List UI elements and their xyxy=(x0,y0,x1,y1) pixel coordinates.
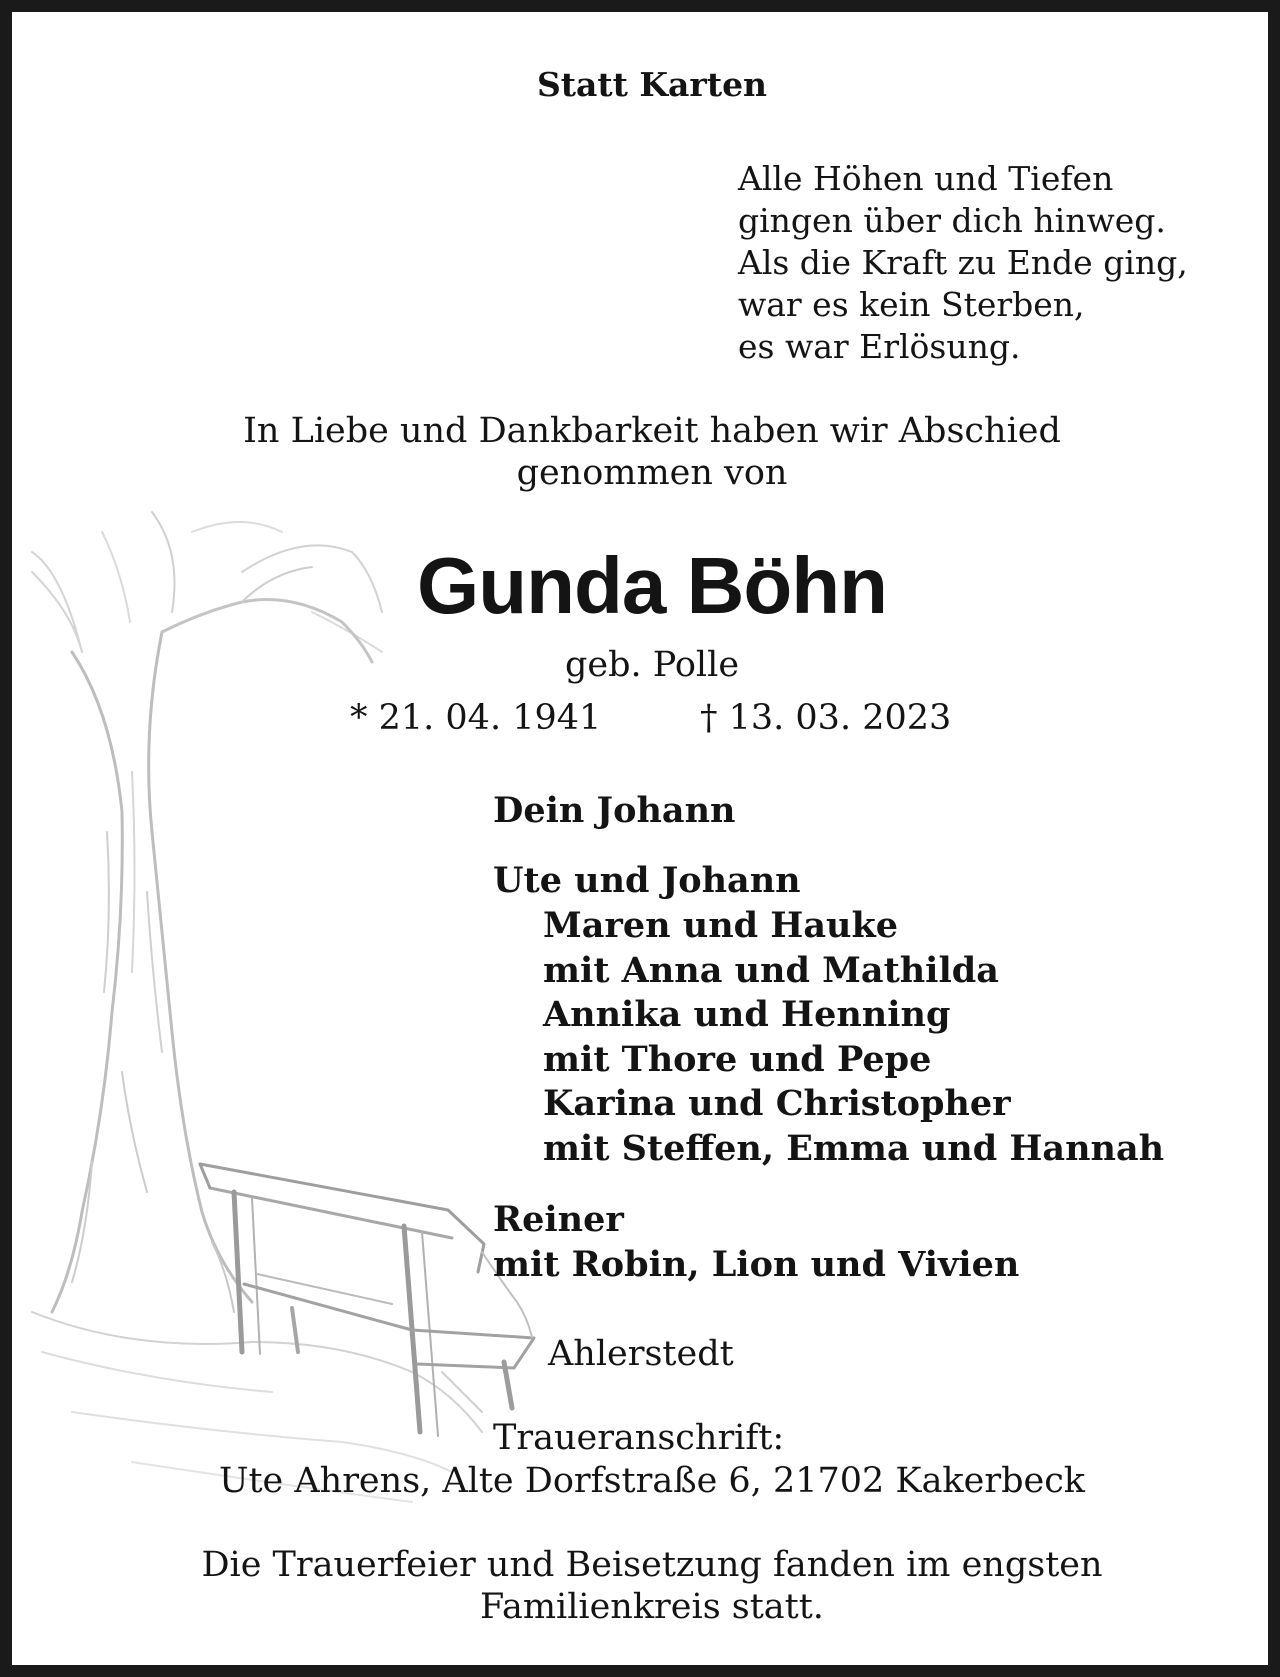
family-member: Dein Johann xyxy=(493,790,736,831)
deceased-name: Gunda Böhn xyxy=(417,541,887,630)
family-member: mit Thore und Pepe xyxy=(543,1039,932,1080)
intro-line: genommen von xyxy=(516,453,788,493)
place-name: Ahlerstedt xyxy=(548,1334,734,1374)
header-text: Statt Karten xyxy=(536,65,768,104)
closing-line: Familienkreis statt. xyxy=(480,1587,824,1627)
address-text: Ute Ahrens, Alte Dorfstraße 6, 21702 Kakerbeck xyxy=(218,1461,1086,1501)
closing-line: Die Trauerfeier und Beisetzung fanden im engsten xyxy=(201,1545,1103,1585)
family-member: mit Steffen, Emma und Hannah xyxy=(543,1128,1165,1169)
poem-line: Als die Kraft zu Ende ging, xyxy=(738,243,1188,282)
birth-name: geb. Polle xyxy=(564,645,740,685)
family-member: mit Robin, Lion und Vivien xyxy=(493,1244,1020,1285)
poem-line: Alle Höhen und Tiefen xyxy=(738,159,1114,198)
poem-line: es war Erlösung. xyxy=(738,327,1021,366)
birth-date: * 21. 04. 1941 xyxy=(350,698,602,738)
intro-line: In Liebe und Dankbarkeit haben wir Abschied xyxy=(243,411,1061,451)
family-member: Karina und Christopher xyxy=(543,1083,1011,1124)
poem-line: war es kein Sterben, xyxy=(738,285,1085,324)
family-member: Annika und Henning xyxy=(543,994,951,1035)
family-member: Ute und Johann xyxy=(493,860,801,901)
death-date: † 13. 03. 2023 xyxy=(700,698,952,738)
family-member: Maren und Hauke xyxy=(543,905,899,946)
address-label: Traueranschrift: xyxy=(493,1418,785,1458)
poem-line: gingen über dich hinweg. xyxy=(738,201,1166,240)
family-member: Reiner xyxy=(493,1199,624,1240)
family-member: mit Anna und Mathilda xyxy=(543,950,999,991)
